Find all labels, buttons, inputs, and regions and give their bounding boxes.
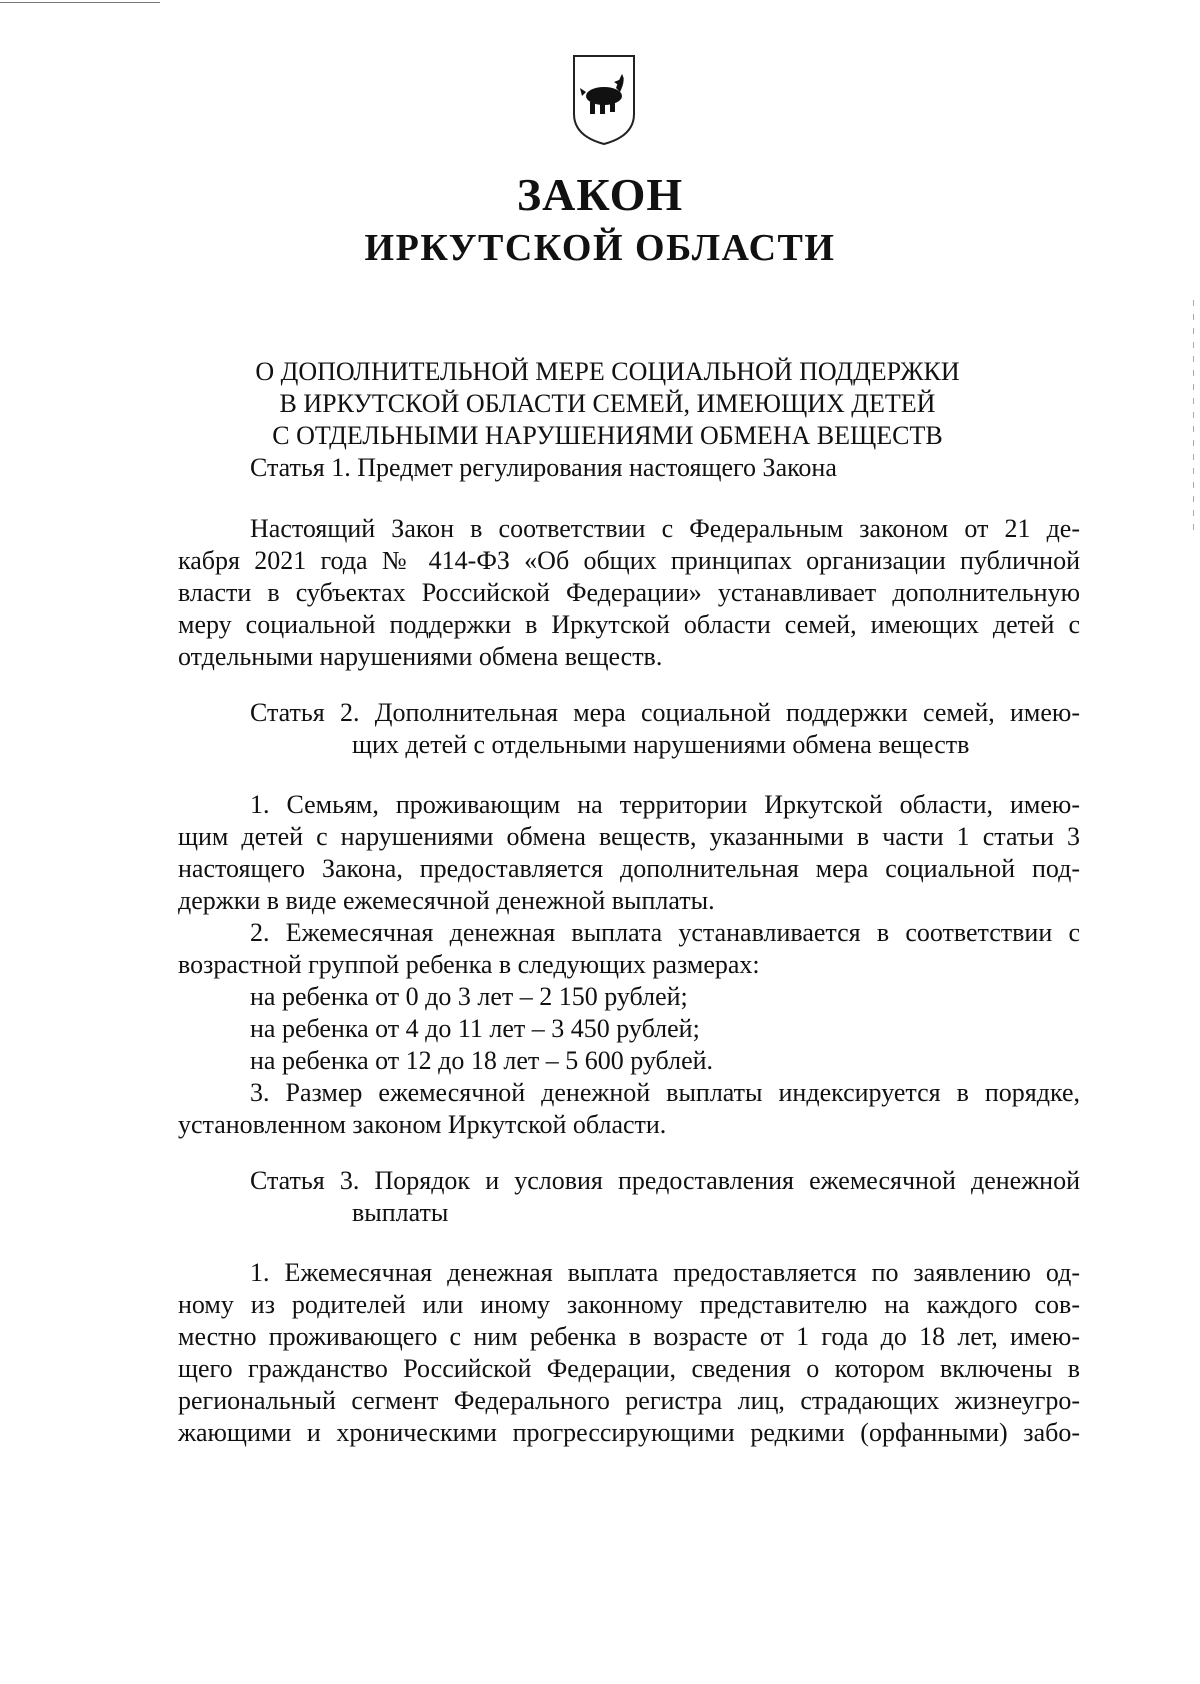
law-title: ЗАКОН bbox=[516, 169, 684, 220]
text-line: щего гражданство Российской Федерации, сведения о котором включены в bbox=[178, 1354, 1080, 1383]
text-line: 3. Размер ежемесячной денежной выплаты индексируется в порядке, bbox=[250, 1078, 1080, 1107]
text-line: жающими и хроническими прогрессирующими редкими (орфанными) забо- bbox=[178, 1418, 1080, 1447]
payment-rate-line: на ребенка от 4 до 11 лет – 3 450 рублей; bbox=[250, 1014, 700, 1043]
text-line: щим детей с нарушениями обмена веществ, указанными в части 1 статьи 3 bbox=[178, 822, 1080, 851]
subtitle-line: В ИРКУТСКОЙ ОБЛАСТИ СЕМЕЙ, ИМЕЮЩИХ ДЕТЕЙ bbox=[279, 389, 936, 418]
law-subject-title bbox=[150, 356, 1065, 452]
text-line: настоящего Закона, предоставляется дополнительная мера социальной под- bbox=[178, 854, 1080, 883]
subtitle-line: О ДОПОЛНИТЕЛЬНОЙ МЕРЕ СОЦИАЛЬНОЙ ПОДДЕРЖКИ bbox=[255, 357, 960, 386]
text-line: кабря 2021 года № 414-ФЗ «Об общих принципах организации публичной bbox=[178, 546, 1080, 575]
law-region: ИРКУТСКОЙ ОБЛАСТИ bbox=[364, 227, 836, 269]
text-line: Настоящий Закон в соответствии с Федеральным законом от 21 де- bbox=[250, 514, 1080, 543]
payment-rate-line: на ребенка от 0 до 3 лет – 2 150 рублей; bbox=[250, 982, 688, 1011]
irkutsk-coat-of-arms-icon bbox=[570, 52, 638, 148]
text-line: 1. Ежемесячная денежная выплата предоставляется по заявлению од- bbox=[250, 1258, 1080, 1287]
article-1-heading: Статья 1. Предмет регулирования настоящего Закона bbox=[250, 453, 837, 482]
text-line: 1. Семьям, проживающим на территории Иркутской области, имею- bbox=[250, 790, 1080, 819]
scan-artifact-line bbox=[0, 2, 160, 3]
text-line: 2. Ежемесячная денежная выплата устанавливается в соответствии с bbox=[250, 918, 1080, 947]
text-line: ному из родителей или иному законному представителю на каждого сов- bbox=[178, 1290, 1080, 1319]
article-2-heading-cont: щих детей с отдельными нарушениями обмена веществ bbox=[352, 730, 970, 759]
text-line: меру социальной поддержки в Иркутской области семей, имеющих детей с bbox=[178, 610, 1080, 639]
article-3-heading: Статья 3. Порядок и условия предоставления ежемесячной денежной bbox=[250, 1166, 1080, 1195]
payment-rate-line: на ребенка от 12 до 18 лет – 5 600 рублей. bbox=[250, 1046, 714, 1075]
text-line: региональный сегмент Федерального регистра лиц, страдающих жизнеугро- bbox=[178, 1386, 1080, 1415]
article-3-heading-cont: выплаты bbox=[352, 1198, 449, 1227]
text-line: власти в субъектах Российской Федерации» устанавливает дополнительную bbox=[178, 578, 1080, 607]
text-line: держки в виде ежемесячной денежной выплаты. bbox=[178, 886, 715, 915]
scan-artifact-line bbox=[1193, 300, 1194, 530]
text-line: местно проживающего с ним ребенка в возрасте от 1 года до 18 лет, имею- bbox=[178, 1322, 1080, 1351]
text-line: отдельными нарушениями обмена веществ. bbox=[178, 642, 663, 671]
article-2-heading: Статья 2. Дополнительная мера социальной поддержки семей, имею- bbox=[250, 698, 1080, 727]
text-line: возрастной группой ребенка в следующих размерах: bbox=[178, 950, 760, 979]
text-line: установленном законом Иркутской области. bbox=[178, 1110, 667, 1139]
subtitle-line: С ОТДЕЛЬНЫМИ НАРУШЕНИЯМИ ОБМЕНА ВЕЩЕСТВ bbox=[272, 421, 943, 450]
